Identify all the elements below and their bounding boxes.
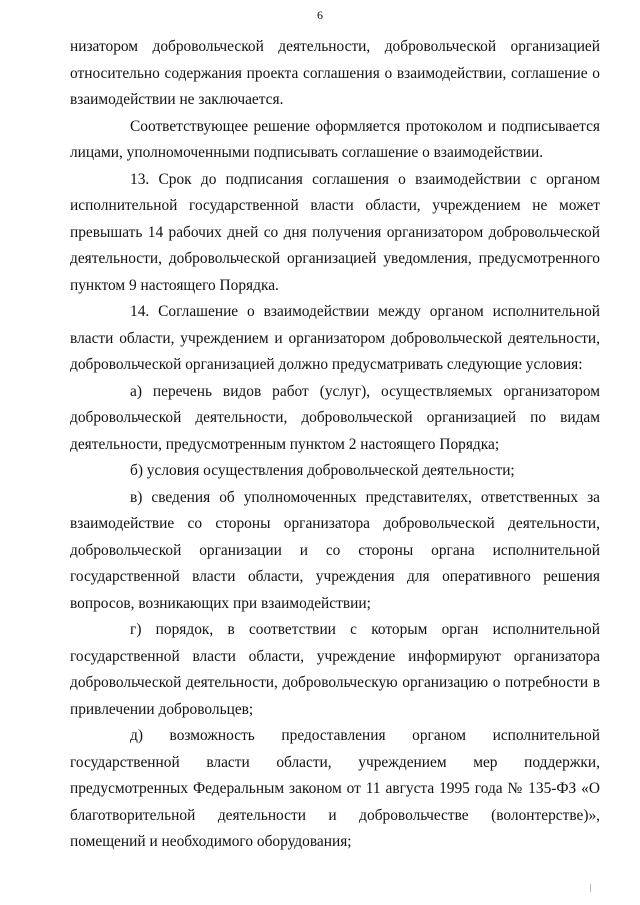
list-item-g-information-procedure: г) порядок, в соответствии с которым орган исполнительной государственной власти области, учреждение информируют организатора добровольческой деятельности, добровольческую организацию о потребности в привлечении добровольцев;	[70, 621, 600, 718]
page-number: 6	[317, 8, 323, 22]
paragraph-13-signing-deadline: 13. Срок до подписания соглашения о взаимодействии с органом исполнительной государственной власти области, учреждением не может превышать 14 рабочих дней со дня получения организатором добровольческой деятельности, добровольческой организацией уведомления, предусмотренного пунктом 9 настоящего Порядка.	[70, 170, 600, 294]
list-item-d-support-measures: д) возможность предоставления органом исполнительной государственной власти области, учреждением мер поддержки, предусмотренных Федеральным законом от 11 августа 1995 года № 135-ФЗ «О благотворительной деятельности и добровольчестве (волонтерстве)», помещений и необходимого оборудования;	[70, 727, 600, 850]
scan-edge-mark	[590, 884, 591, 892]
list-item-b-activity-conditions: б) условия осуществления добровольческой деятельности;	[130, 462, 515, 479]
paragraph-continuation: низатором добровольческой деятельности, добровольческой организацией относительно содержания проекта соглашения о взаимодействии, соглашение о взаимодействии не заключается.	[70, 38, 600, 108]
list-item-v-representatives: в) сведения об уполномоченных представителях, ответственных за взаимодействие со стороны организатора добровольческой деятельности, добровольческой организации и со стороны органа исполнительной государственной власти области, учреждения для оперативного решения вопросов, возникающих при взаимодействии;	[70, 488, 600, 612]
paragraph-14-agreement-conditions: 14. Соглашение о взаимодействии между органом исполнительной власти области, учреждением и организатором добровольческой деятельности, добровольческой организацией должно предусматривать следующие условия:	[70, 303, 600, 373]
list-item-a-work-types: а) перечень видов работ (услуг), осуществляемых организатором добровольческой деятельности, добровольческой организацией по видам деятельности, предусмотренным пунктом 2 настоящего Порядка;	[70, 382, 600, 453]
paragraph-protocol-decision: Соответствующее решение оформляется протоколом и подписывается лицами, уполномоченными подписывать соглашение о взаимодействии.	[70, 117, 600, 161]
document-body	[70, 34, 600, 856]
